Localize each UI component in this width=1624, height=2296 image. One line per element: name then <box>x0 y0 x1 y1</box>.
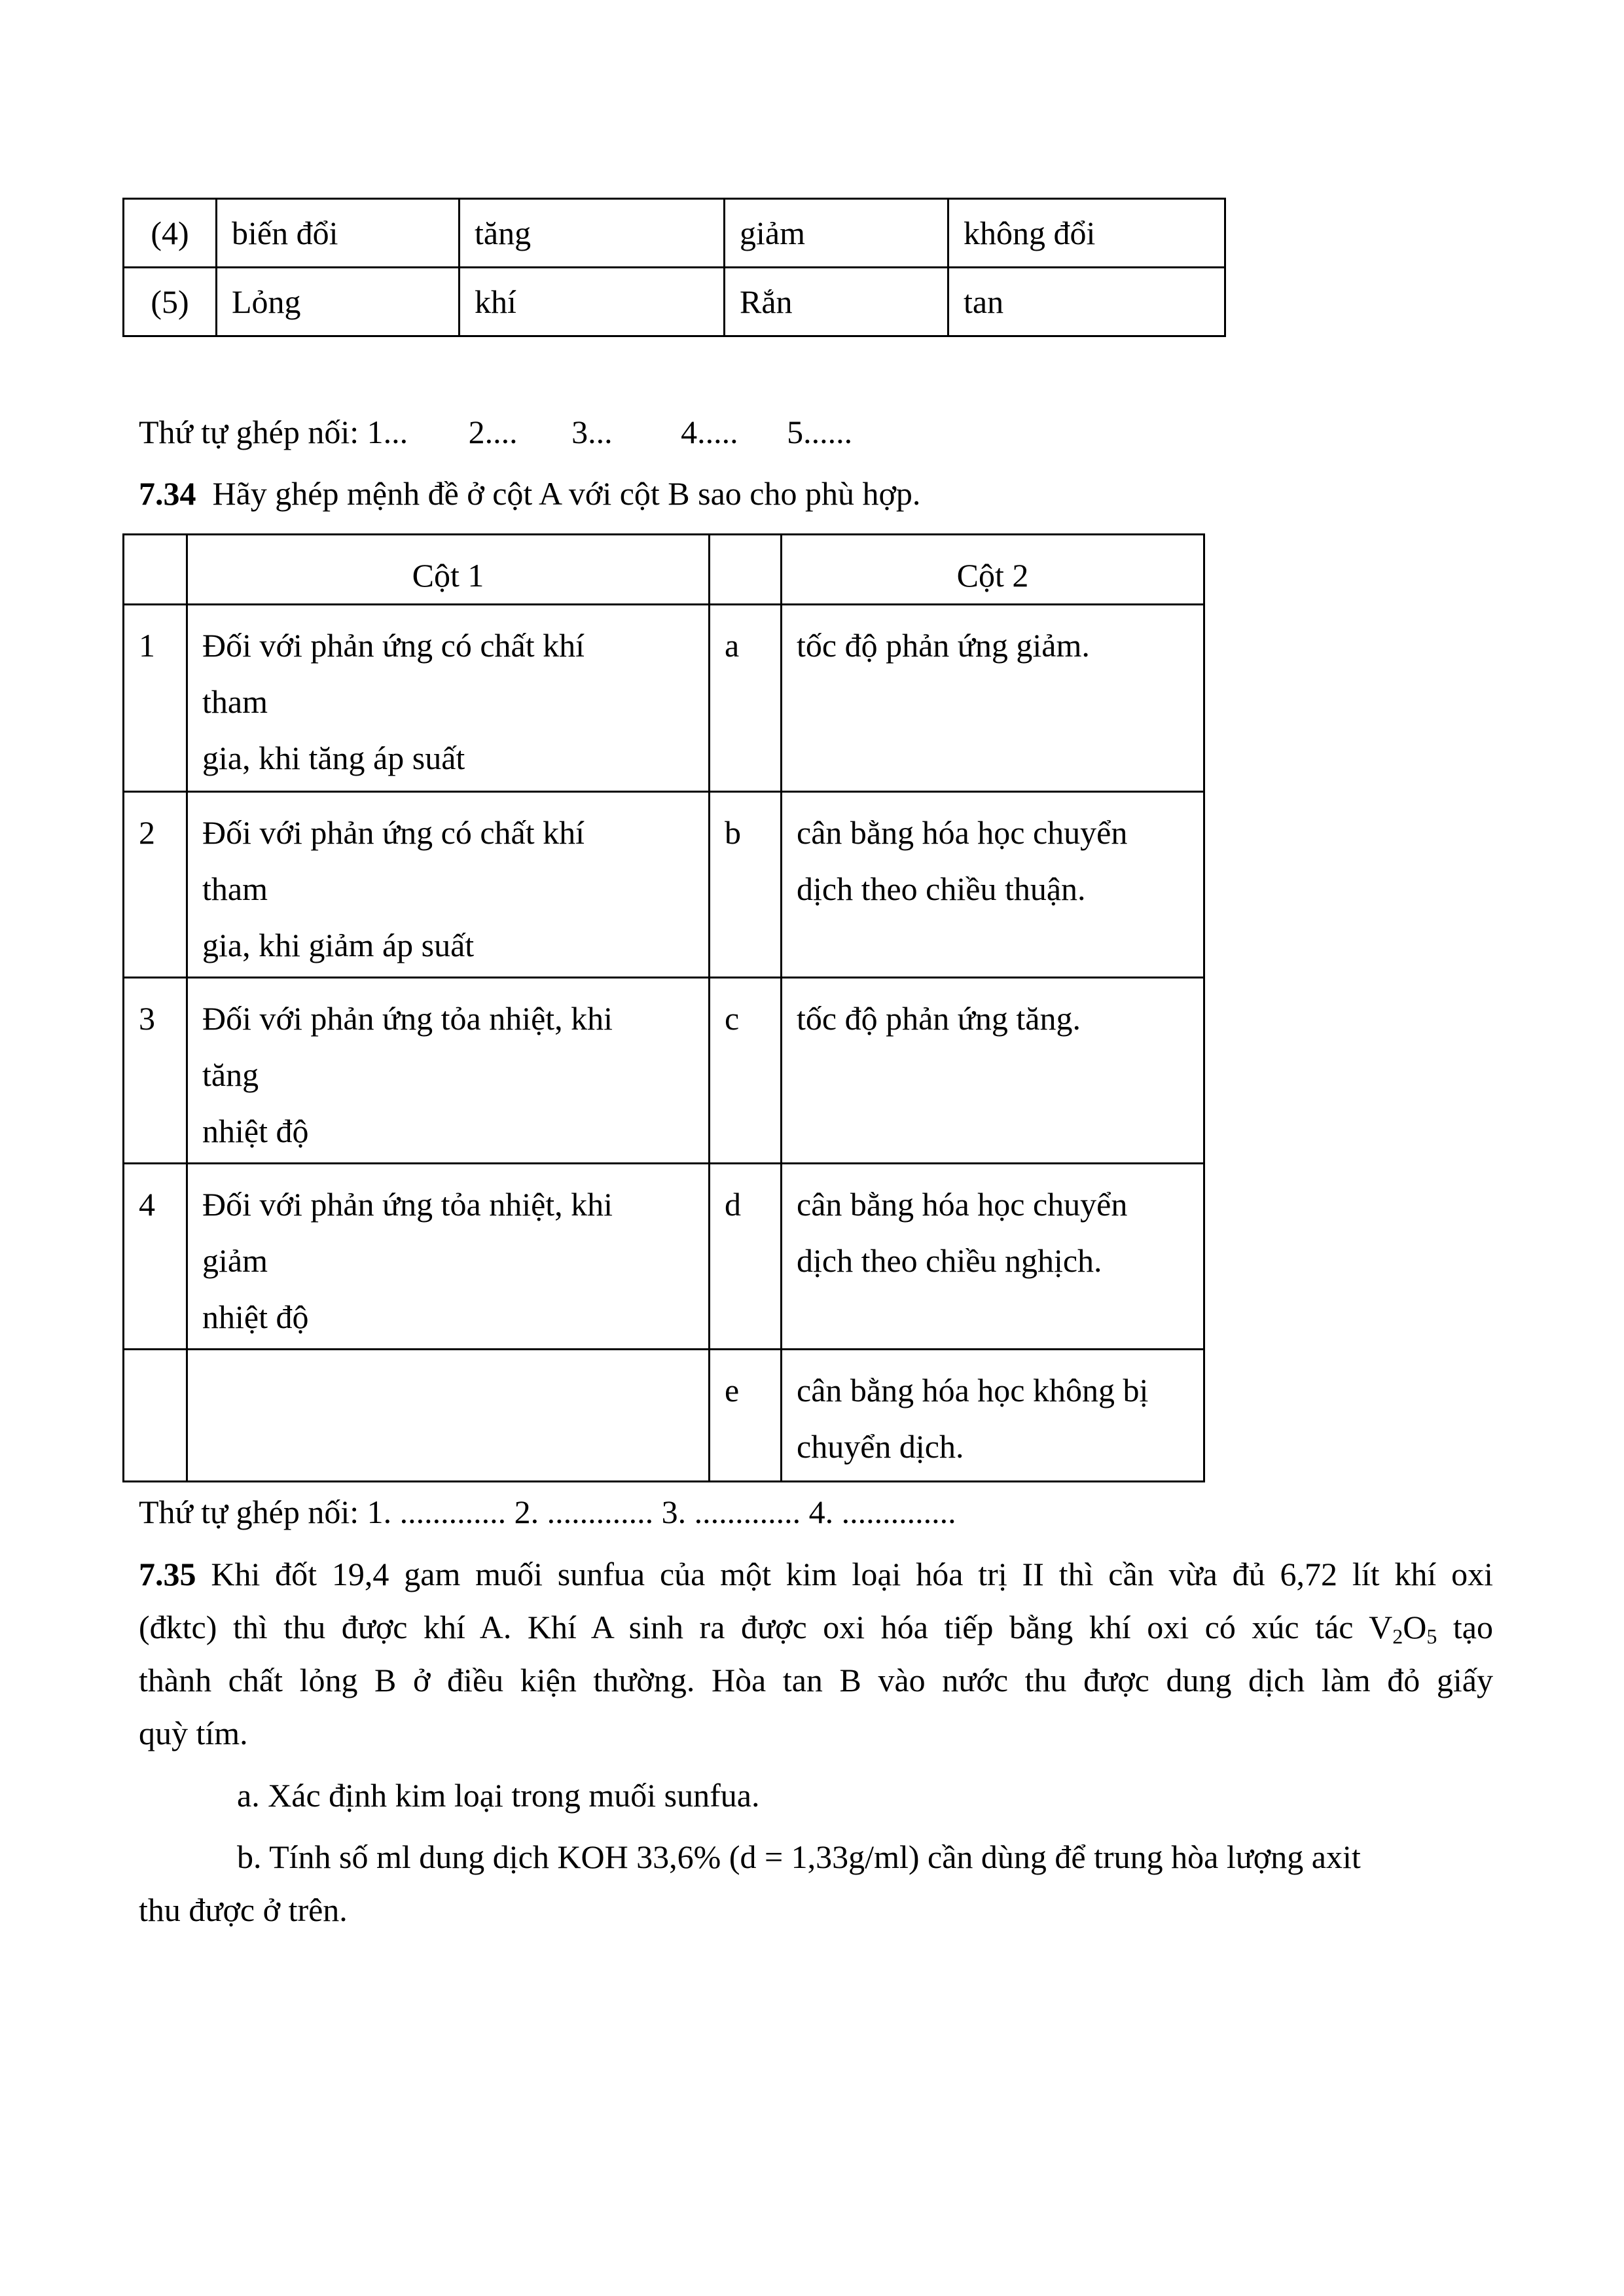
text-line: nhiệt độ <box>202 1113 309 1149</box>
question-text: Hãy ghép mệnh đề ở cột A với cột B sao cho phù hợp. <box>212 475 921 512</box>
statement <box>187 1350 710 1482</box>
result <box>782 1350 1204 1482</box>
text-line: Đối với phản ứng có chất khí <box>202 814 585 851</box>
result <box>782 1164 1204 1350</box>
cell: tăng <box>460 199 725 268</box>
empty-cell <box>124 535 187 605</box>
table-row <box>124 1350 1204 1482</box>
cell: không đổi <box>948 199 1225 268</box>
part-b: b. Tính số ml dung dịch KOH 33,6% (d = 1,33g/ml) cần dùng để trung hòa lượng axit <box>237 1839 1361 1875</box>
table-row <box>124 1164 1204 1350</box>
text-line: cân bằng hóa học không bị <box>797 1372 1149 1408</box>
answer-slots: 1. ............. 2. ............. 3. ............. 4. .............. <box>367 1494 956 1530</box>
properties-table <box>122 198 1226 337</box>
text-line: chuyển dịch. <box>797 1428 964 1465</box>
row-number: 4 <box>124 1164 187 1350</box>
row-number: 2 <box>124 792 187 978</box>
text-line: Đối với phản ứng có chất khí <box>202 627 585 664</box>
question-7-34 <box>139 474 920 513</box>
row-number: 1 <box>124 605 187 792</box>
answer-slot: 2.... <box>468 414 518 450</box>
question-7-35-line-3 <box>139 1660 1493 1700</box>
column-header: Cột 2 <box>782 535 1204 605</box>
row-number: (5) <box>124 268 217 336</box>
result <box>782 978 1204 1164</box>
text-line: gia, khi tăng áp suất <box>202 740 465 776</box>
row-number: 3 <box>124 978 187 1164</box>
text-line: Khi đốt 19,4 gam muối sunfua của một kim loại hóa trị II thì cần vừa đủ 6,72 lít khí oxi <box>211 1556 1493 1592</box>
answer-label: Thứ tự ghép nối: <box>139 414 359 450</box>
cell: Lỏng <box>217 268 460 336</box>
cell: Rắn <box>725 268 948 336</box>
text-line: cân bằng hóa học chuyển <box>797 1186 1128 1223</box>
table-row <box>124 268 1225 336</box>
question-number: 7.34 <box>139 475 196 512</box>
question-7-35-line-4: quỳ tím. <box>139 1715 248 1751</box>
cell: tan <box>948 268 1225 336</box>
statement <box>187 605 710 792</box>
answer-slot: 3... <box>571 414 613 450</box>
text-line: giảm <box>202 1242 268 1279</box>
text-line: dịch theo chiều thuận. <box>797 870 1086 907</box>
table-row <box>124 199 1225 268</box>
text-line: cân bằng hóa học chuyển <box>797 814 1128 851</box>
text-line: nhiệt độ <box>202 1299 309 1335</box>
text-line: (đktc) thì thu được khí A. Khí A sinh ra được oxi hóa tiếp bằng khí oxi có xúc tác V <box>139 1609 1393 1645</box>
answer-line-2 <box>139 1492 956 1532</box>
row-number <box>124 1350 187 1482</box>
table-row <box>124 792 1204 978</box>
cell: khí <box>460 268 725 336</box>
text: tạo <box>1437 1609 1493 1645</box>
answer-slot: 4..... <box>681 414 738 450</box>
statement <box>187 1164 710 1350</box>
question-7-35-line-1 <box>139 1554 1493 1594</box>
result <box>782 792 1204 978</box>
answer-line-1 <box>139 412 852 452</box>
question-number: 7.35 <box>139 1556 196 1592</box>
empty-cell <box>710 535 782 605</box>
row-number: (4) <box>124 199 217 268</box>
table-row <box>124 978 1204 1164</box>
cell: biến đổi <box>217 199 460 268</box>
statement <box>187 978 710 1164</box>
part-b-continued: thu được ở trên. <box>139 1892 348 1928</box>
answer-slot: 1... <box>367 414 408 450</box>
text-line: tốc độ phản ứng giảm. <box>797 627 1090 664</box>
cell: giảm <box>725 199 948 268</box>
table-header-row <box>124 535 1204 605</box>
statement <box>187 792 710 978</box>
row-letter: e <box>710 1350 782 1482</box>
subscript: 2 <box>1392 1624 1403 1648</box>
row-letter: c <box>710 978 782 1164</box>
text-line: gia, khi giảm áp suất <box>202 927 475 963</box>
table-row <box>124 605 1204 792</box>
subscript: 5 <box>1426 1624 1437 1648</box>
row-letter: d <box>710 1164 782 1350</box>
part-a: a. Xác định kim loại trong muối sunfua. <box>237 1777 760 1814</box>
text-line: tham <box>202 870 268 907</box>
result <box>782 605 1204 792</box>
text-line: tham <box>202 683 268 720</box>
text-line: thành chất lỏng B ở điều kiện thường. Hòa tan B vào nước thu được dung dịch làm đỏ giấy <box>139 1662 1493 1698</box>
text: O <box>1403 1609 1427 1645</box>
text-line: tốc độ phản ứng tăng. <box>797 1000 1081 1037</box>
answer-label: Thứ tự ghép nối: <box>139 1494 359 1530</box>
text-line: Đối với phản ứng tỏa nhiệt, khi <box>202 1186 613 1223</box>
question-7-35-line-2 <box>139 1607 1493 1647</box>
column-header: Cột 1 <box>187 535 710 605</box>
row-letter: a <box>710 605 782 792</box>
text-line: dịch theo chiều nghịch. <box>797 1242 1102 1279</box>
row-letter: b <box>710 792 782 978</box>
text-line: Đối với phản ứng tỏa nhiệt, khi <box>202 1000 613 1037</box>
matching-table <box>122 533 1205 1482</box>
answer-slot: 5...... <box>787 414 853 450</box>
text-line: tăng <box>202 1056 259 1093</box>
